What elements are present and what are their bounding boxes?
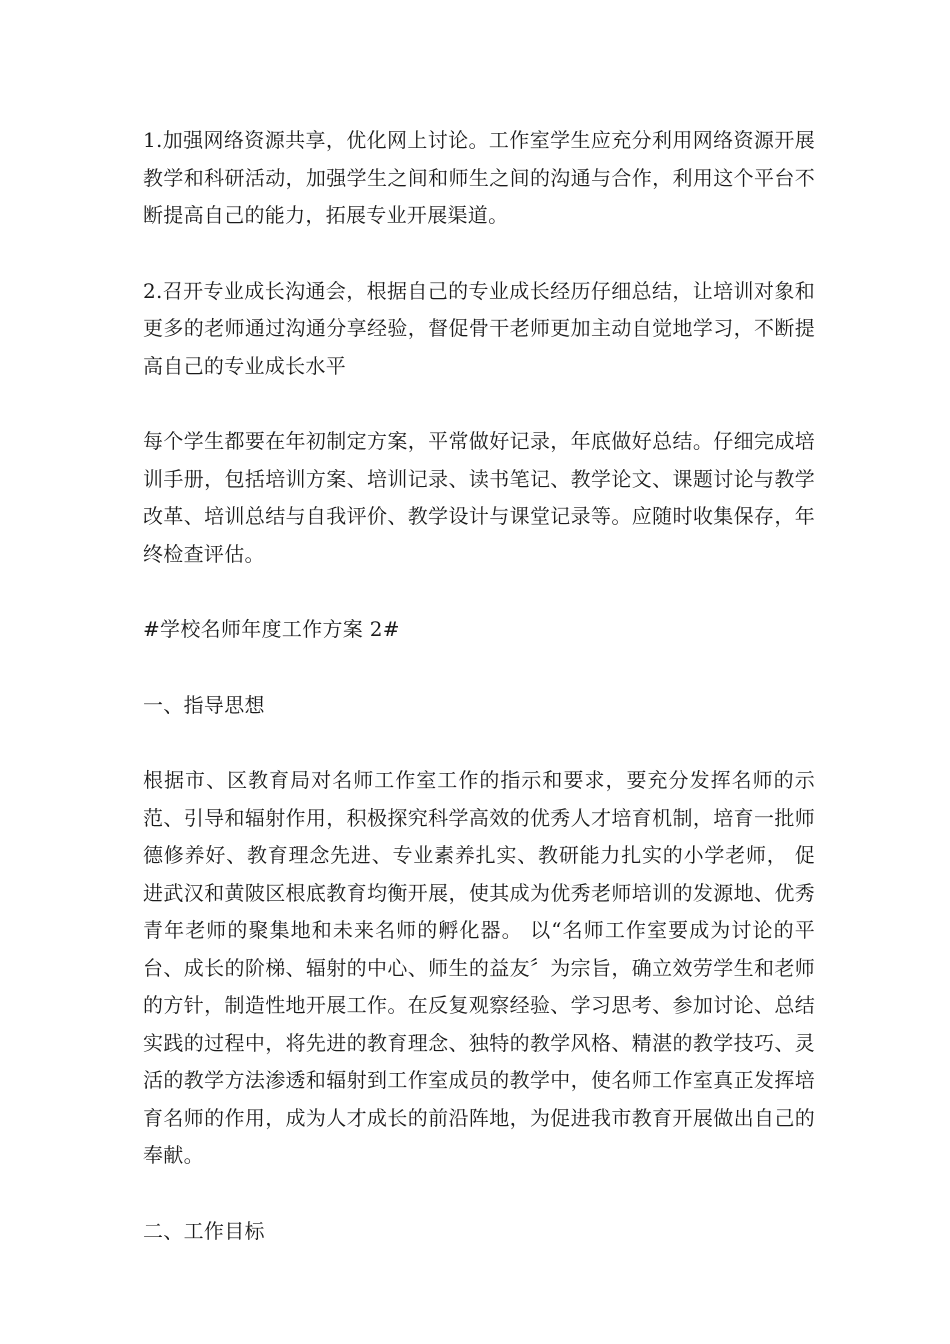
paragraph-1: 1.加强网络资源共享，优化网上讨论。工作室学生应充分利用网络资源开展教学和科研活动，加强学生之间和师生之间的沟通与合作，利用这个平台不断提高自己的能力，拓展专业开展渠道。 — [143, 128, 815, 227]
section-heading-guiding-thought: 一、指导思想 — [143, 692, 265, 717]
paragraph-guiding-thought: 根据市、区教育局对名师工作室工作的指示和要求，要充分发挥名师的示范、引导和辐射作用，积极探究科学高效的优秀人才培育机制，培育一批师德修养好、教育理念先进、专业素养扎实、教研能力扎实的小学老师， 促进武汉和黄陂区根底教育均衡开展，使其成为优秀老师培训的发源地、优秀青年老师的聚集地和未来名师的孵化器。 以“名师工作室要成为讨论的平台、成长的阶梯、辐射的中心、师生的益友〞为宗旨，确立效劳学生和老师的方针，制造性地开展工作。在反复观察经验、学习思考、参加讨论、总结实践的过程中，将先进的教育理念、独特的教学风格、精湛的教学技巧、灵活的教学方法渗透和辐射到工作室成员的教学中，使名师工作室真正发挥培育名师的作用，成为人才成长的前沿阵地，为促进我市教育开展做出自己的奉献。 — [143, 768, 815, 1167]
section-heading-work-goals: 二、工作目标 — [143, 1218, 265, 1243]
document-body — [143, 122, 815, 1288]
paragraph-2: 2.召开专业成长沟通会，根据自己的专业成长经历仔细总结，让培训对象和更多的老师通过沟通分享经验，督促骨干老师更加主动自觉地学习，不断提高自己的专业成长水平 — [143, 278, 815, 378]
section-heading-plan-2: #学校名师年度工作方案 2# — [143, 617, 400, 641]
paragraph-3: 每个学生都要在年初制定方案，平常做好记录，年底做好总结。仔细完成培训手册，包括培训方案、培训记录、读书笔记、教学论文、课题讨论与教学改革、培训总结与自我评价、教学设计与课堂记录等。应随时收集保存，年终检查评估。 — [143, 429, 815, 566]
